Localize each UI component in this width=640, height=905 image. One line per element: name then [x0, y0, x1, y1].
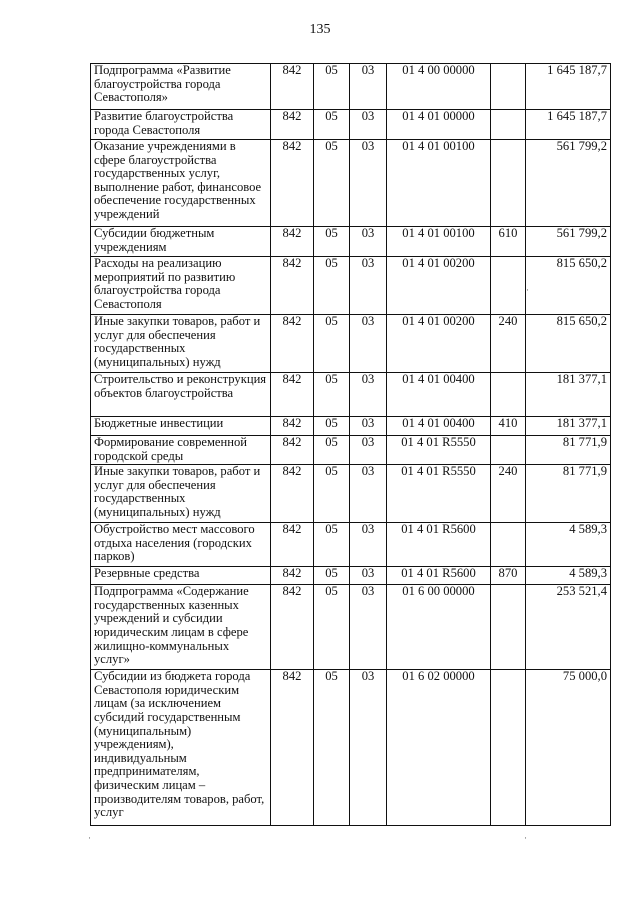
target-article-code: 01 4 01 00200: [387, 257, 491, 315]
table-row: [91, 315, 611, 373]
subsection-code: 03: [350, 227, 387, 257]
target-article-code: 01 4 01 R5550: [387, 436, 491, 465]
row-name: Подпрограмма «Содержание государственных казенных учреждений и субсидии юридическим лицам в сфере жилищно-коммунальных услуг»: [91, 585, 271, 670]
amount: 181 377,1: [526, 373, 611, 417]
subsection-code: 03: [350, 417, 387, 436]
target-article-code: 01 4 01 00400: [387, 373, 491, 417]
expense-type-code: [491, 523, 526, 567]
table-row: [91, 110, 611, 140]
table-row: [91, 567, 611, 585]
section-code: 05: [314, 585, 350, 670]
section-code: 05: [314, 523, 350, 567]
subsection-code: 03: [350, 670, 387, 826]
amount: 75 000,0: [526, 670, 611, 826]
subsection-code: 03: [350, 465, 387, 523]
target-article-code: 01 4 01 00100: [387, 140, 491, 227]
budget-table: [90, 63, 611, 826]
gov-code: 842: [271, 257, 314, 315]
section-code: 05: [314, 373, 350, 417]
subsection-code: 03: [350, 373, 387, 417]
amount: 815 650,2: [526, 257, 611, 315]
subsection-code: 03: [350, 315, 387, 373]
subsection-code: 03: [350, 523, 387, 567]
expense-type-code: [491, 585, 526, 670]
gov-code: 842: [271, 373, 314, 417]
subsection-code: 03: [350, 140, 387, 227]
section-code: 05: [314, 227, 350, 257]
target-article-code: 01 4 01 00000: [387, 110, 491, 140]
target-article-code: 01 4 01 00100: [387, 227, 491, 257]
gov-code: 842: [271, 567, 314, 585]
subsection-code: 03: [350, 257, 387, 315]
subsection-code: 03: [350, 567, 387, 585]
amount: 1 645 187,7: [526, 64, 611, 110]
section-code: 05: [314, 110, 350, 140]
amount: 4 589,3: [526, 523, 611, 567]
section-code: 05: [314, 465, 350, 523]
subsection-code: 03: [350, 585, 387, 670]
table-row: [91, 227, 611, 257]
section-code: 05: [314, 417, 350, 436]
expense-type-code: [491, 373, 526, 417]
amount: 81 771,9: [526, 436, 611, 465]
scan-speck: ·: [88, 833, 91, 843]
expense-type-code: [491, 670, 526, 826]
row-name: Иные закупки товаров, работ и услуг для обеспечения государственных (муниципальных) нужд: [91, 465, 271, 523]
row-name: Резервные средства: [91, 567, 271, 585]
expense-type-code: 240: [491, 465, 526, 523]
gov-code: 842: [271, 465, 314, 523]
target-article-code: 01 4 01 R5600: [387, 567, 491, 585]
table-row: [91, 64, 611, 110]
row-name: Субсидии из бюджета города Севастополя юридическим лицам (за исключением субсидий государственным (муниципальным) учреждениям), индивидуальным предпринимателям, физическим лицам – производителям товаров, работ, услуг: [91, 670, 271, 826]
gov-code: 842: [271, 140, 314, 227]
target-article-code: 01 6 00 00000: [387, 585, 491, 670]
amount: 561 799,2: [526, 227, 611, 257]
expense-type-code: [491, 140, 526, 227]
gov-code: 842: [271, 417, 314, 436]
section-code: 05: [314, 567, 350, 585]
row-name: Расходы на реализацию мероприятий по развитию благоустройства города Севастополя: [91, 257, 271, 315]
expense-type-code: 240: [491, 315, 526, 373]
amount: 4 589,3: [526, 567, 611, 585]
row-name: Формирование современной городской среды: [91, 436, 271, 465]
section-code: 05: [314, 64, 350, 110]
subsection-code: 03: [350, 110, 387, 140]
table-row: [91, 670, 611, 826]
section-code: 05: [314, 257, 350, 315]
amount: 561 799,2: [526, 140, 611, 227]
target-article-code: 01 4 01 00200: [387, 315, 491, 373]
target-article-code: 01 4 01 R5550: [387, 465, 491, 523]
row-name: Развитие благоустройства города Севастополя: [91, 110, 271, 140]
section-code: 05: [314, 315, 350, 373]
gov-code: 842: [271, 436, 314, 465]
target-article-code: 01 4 01 R5600: [387, 523, 491, 567]
row-name: Бюджетные инвестиции: [91, 417, 271, 436]
section-code: 05: [314, 670, 350, 826]
row-name: Подпрограмма «Развитие благоустройства города Севастополя»: [91, 64, 271, 110]
amount: 253 521,4: [526, 585, 611, 670]
row-name: Обустройство мест массового отдыха населения (городских парков): [91, 523, 271, 567]
table-row: [91, 523, 611, 567]
gov-code: 842: [271, 110, 314, 140]
amount: 81 771,9: [526, 465, 611, 523]
table-row: [91, 140, 611, 227]
expense-type-code: 870: [491, 567, 526, 585]
subsection-code: 03: [350, 64, 387, 110]
table-row: [91, 373, 611, 417]
expense-type-code: [491, 257, 526, 315]
scan-speck: ·: [526, 285, 529, 295]
row-name: Иные закупки товаров, работ и услуг для обеспечения государственных (муниципальных) нужд: [91, 315, 271, 373]
subsection-code: 03: [350, 436, 387, 465]
section-code: 05: [314, 436, 350, 465]
expense-type-code: [491, 64, 526, 110]
page-number: 135: [309, 22, 331, 37]
gov-code: 842: [271, 585, 314, 670]
gov-code: 842: [271, 670, 314, 826]
amount: 815 650,2: [526, 315, 611, 373]
target-article-code: 01 4 00 00000: [387, 64, 491, 110]
section-code: 05: [314, 140, 350, 227]
gov-code: 842: [271, 523, 314, 567]
row-name: Оказание учреждениями в сфере благоустройства государственных услуг, выполнение работ, финансовое обеспечение государственных учреждений: [91, 140, 271, 227]
expense-type-code: [491, 110, 526, 140]
gov-code: 842: [271, 227, 314, 257]
target-article-code: 01 4 01 00400: [387, 417, 491, 436]
expense-type-code: 610: [491, 227, 526, 257]
table-row: [91, 585, 611, 670]
table-row: [91, 465, 611, 523]
expense-type-code: [491, 436, 526, 465]
target-article-code: 01 6 02 00000: [387, 670, 491, 826]
amount: 1 645 187,7: [526, 110, 611, 140]
table-row: [91, 436, 611, 465]
row-name: Субсидии бюджетным учреждениям: [91, 227, 271, 257]
row-name: Строительство и реконструкция объектов благоустройства: [91, 373, 271, 417]
amount: 181 377,1: [526, 417, 611, 436]
table-row: [91, 257, 611, 315]
scan-speck: ·: [524, 833, 527, 843]
table-row: [91, 417, 611, 436]
gov-code: 842: [271, 315, 314, 373]
expense-type-code: 410: [491, 417, 526, 436]
gov-code: 842: [271, 64, 314, 110]
